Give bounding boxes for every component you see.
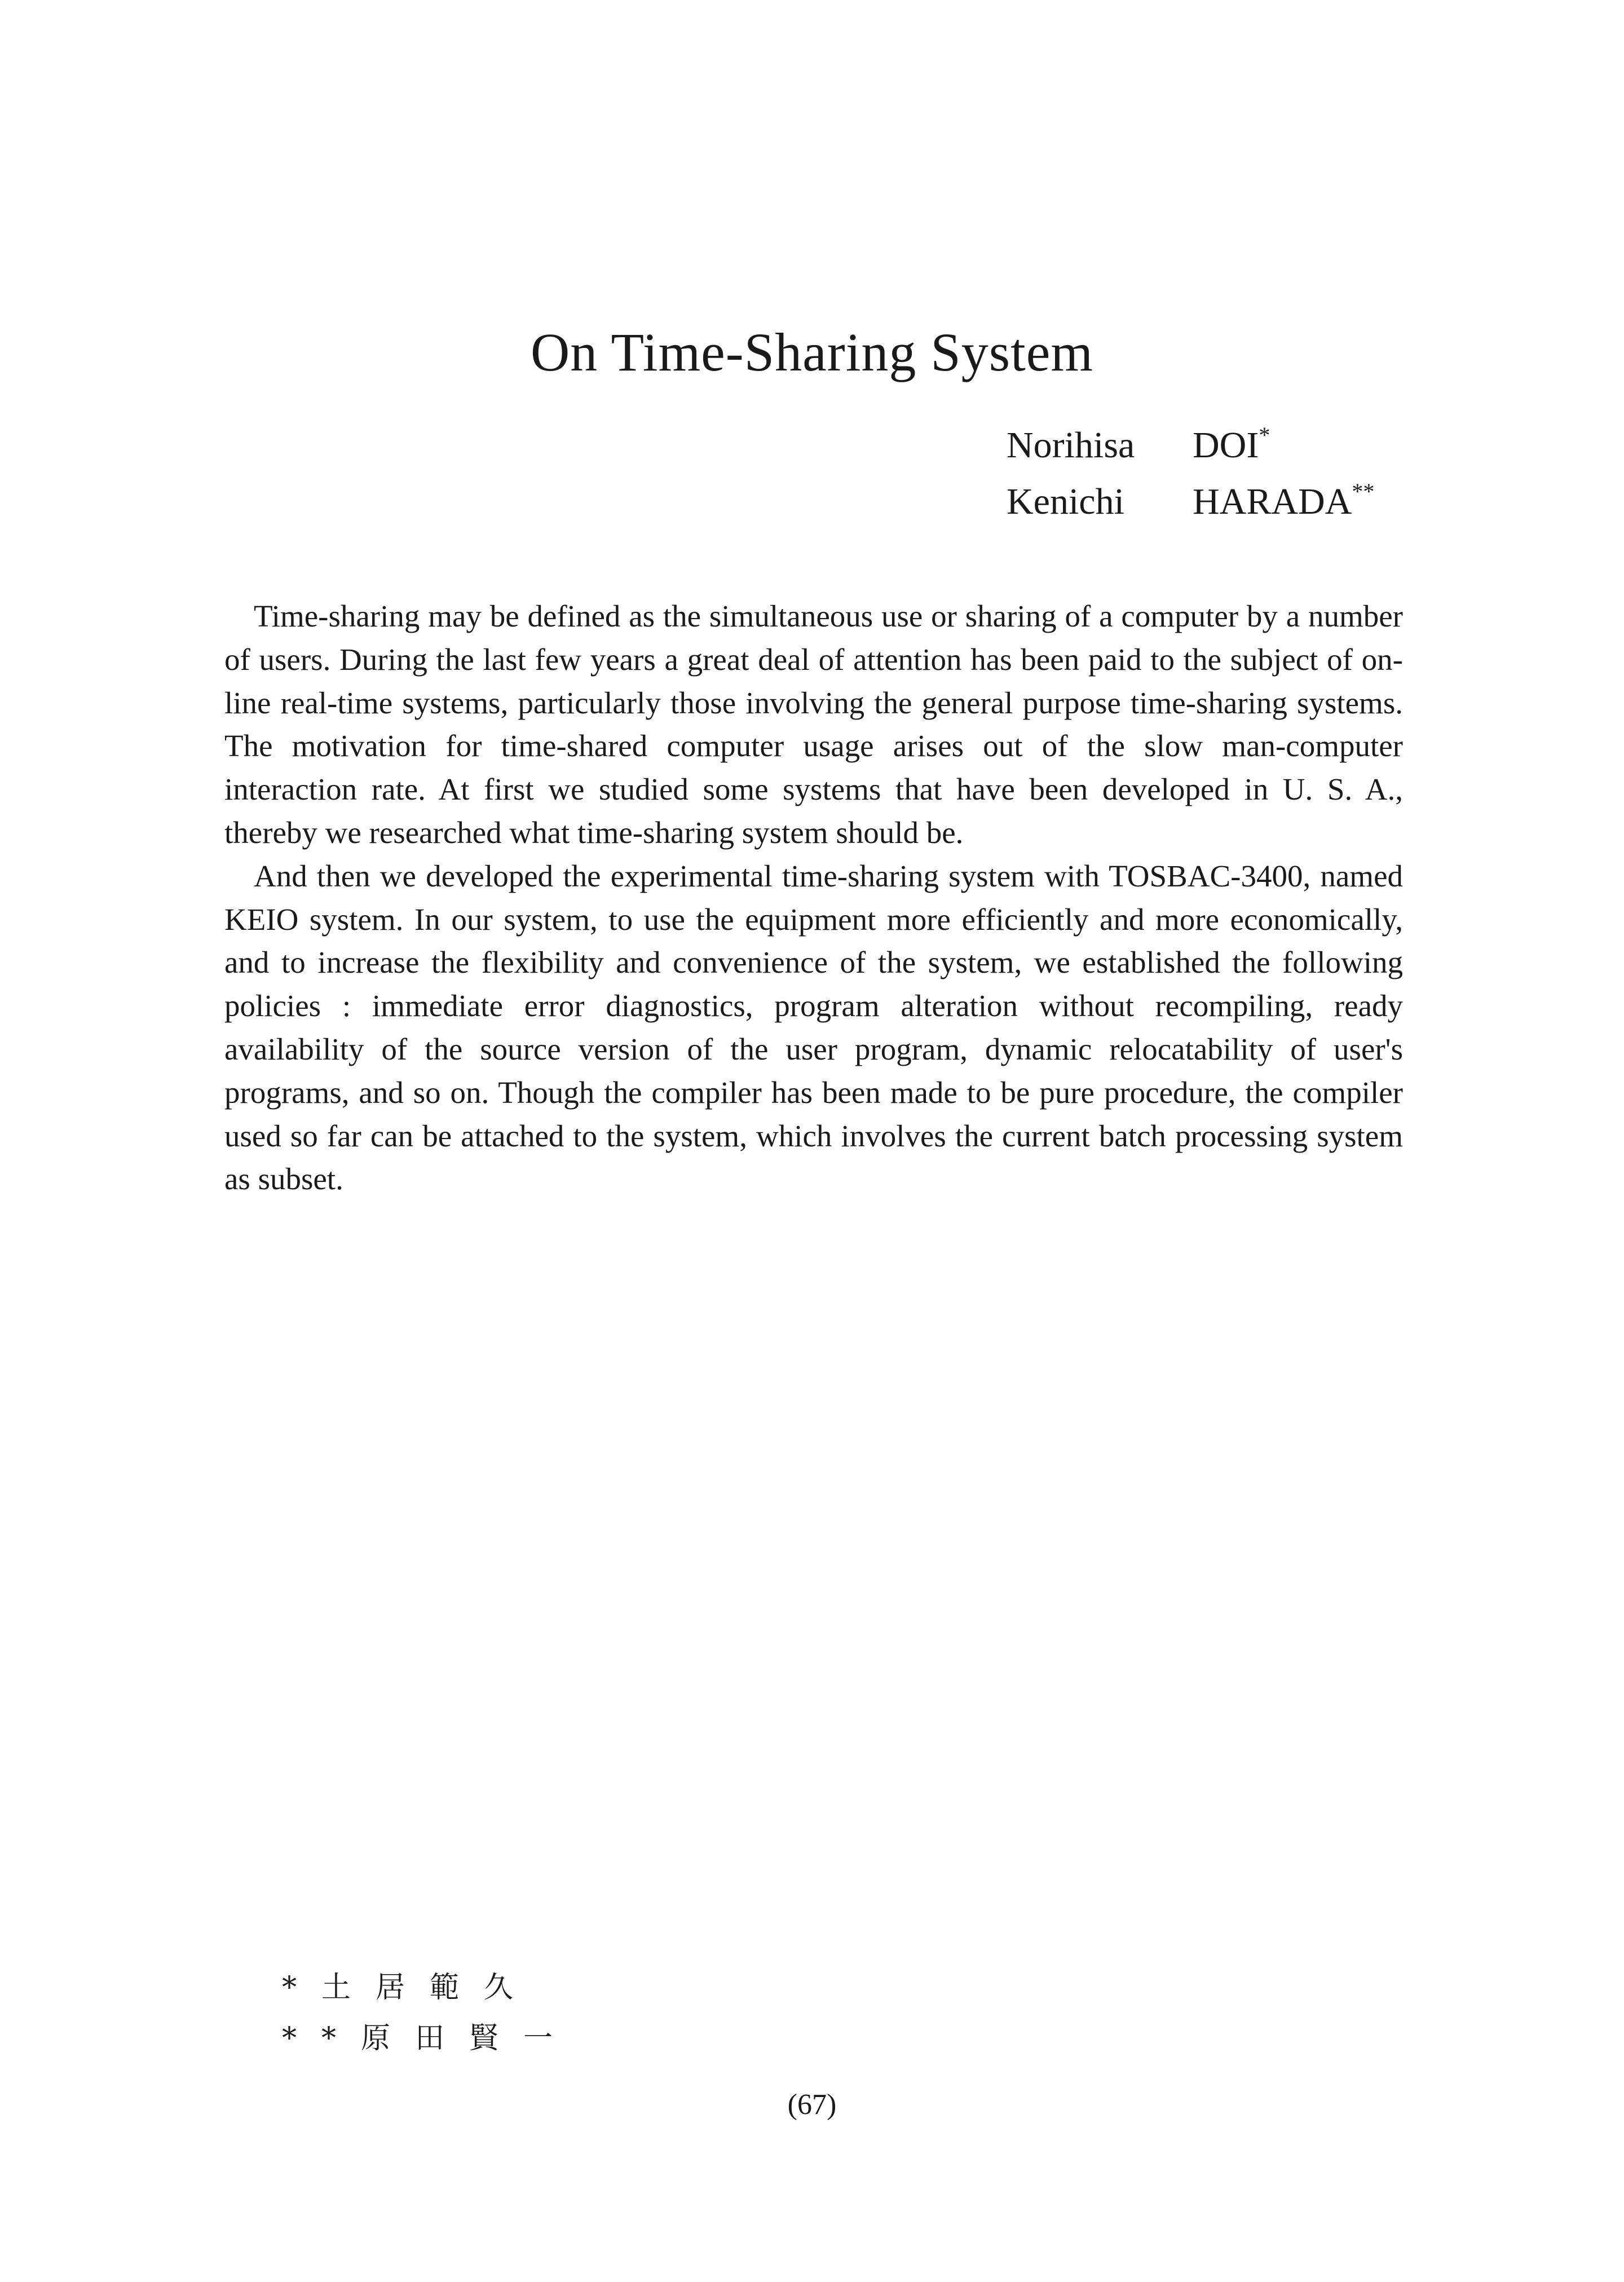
author-given-name: Norihisa xyxy=(1007,425,1135,466)
author-family-name: DOI xyxy=(1193,425,1259,466)
author-harada xyxy=(1007,474,1374,530)
author-doi xyxy=(1007,417,1374,474)
author-given-name: Kenichi xyxy=(1007,481,1124,522)
paper-title: On Time-Sharing System xyxy=(530,322,1094,382)
author-footnote-mark: ** xyxy=(1352,479,1375,504)
author-family-name: HARADA xyxy=(1193,481,1352,522)
abstract xyxy=(224,595,1403,1201)
abstract-paragraph: And then we developed the experimental time-sharing system with TOSBAC-3400, named KEIO system. In our system, to use the equipment more efficiently and more economically, and to increase the flexibility and convenience of the system, we established the following policies : immediate error diagnostics, program alteration without recompiling, ready availability of the source version of the user program, dynamic relocatability of user's programs, and so on. Though the compiler has been made to be pure procedure, the compiler used so far can be attached to the system, which involves the current batch processing system as subset. xyxy=(224,858,1403,1197)
page-number: (67) xyxy=(787,2089,837,2121)
footnote-harada-japanese-name: **原田賢一 xyxy=(282,2021,578,2055)
author-list xyxy=(1007,417,1374,530)
footnote-doi-japanese-name: *土居範久 xyxy=(282,1971,539,2005)
footnotes xyxy=(282,1962,577,2064)
author-footnote-mark: * xyxy=(1259,422,1270,448)
abstract-paragraph: Time-sharing may be defined as the simultaneous use or sharing of a computer by a number of users. During the last few years a great deal of attention has been paid to the subject of on-line real-time systems, particularly those involving the general purpose time-sharing systems. The motivation for time-shared computer usage arises out of the slow man-computer interaction rate. At first we studied some systems that have been developed in U. S. A., thereby we researched what time-sharing system should be. xyxy=(224,599,1403,850)
